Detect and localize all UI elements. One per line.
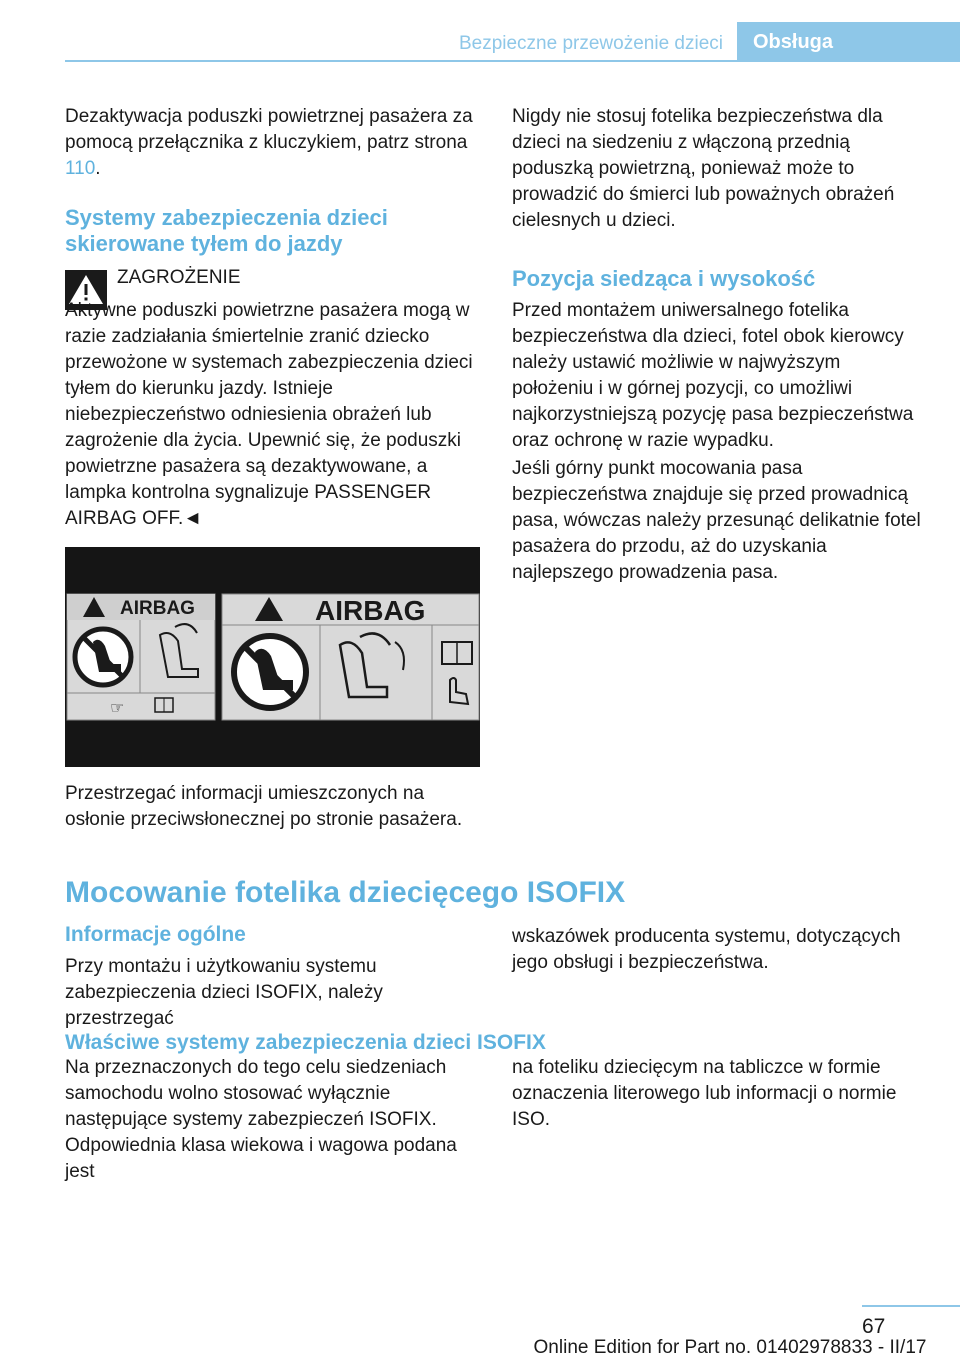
header-rule xyxy=(65,60,960,62)
heading-general-info: Informacje ogólne xyxy=(65,923,246,946)
airbag-labels-illustration xyxy=(65,547,480,767)
header-chapter-tab: Obsługa xyxy=(737,22,960,62)
header-section-title: Bezpieczne przewożenie dzieci xyxy=(458,33,723,54)
heading-proper-isofix: Właściwe systemy zabezpieczenia dzieci ISOFIX xyxy=(65,1031,546,1054)
general-info-paragraph-left: Przy montażu i użytkowaniu systemu zabezpieczenia dzieci ISOFIX, należy przestrzegać xyxy=(65,956,383,1029)
never-use-paragraph: Nigdy nie stosuj fotelika bezpieczeństwa dla dzieci na siedzeniu z włączoną przednią poduszką powietrzną, ponieważ może to prowadzić do śmierci lub poważnych obrażeń cielesnych u dzieci. xyxy=(512,106,895,231)
page-number: 67 xyxy=(862,1315,886,1338)
intro-text-end: . xyxy=(95,158,101,179)
edition-footer: Online Edition for Part no. 01402978833 - II/17 xyxy=(533,1337,927,1358)
page-reference-link[interactable]: 110 xyxy=(65,158,96,179)
general-info-paragraph-right: wskazówek producenta systemu, dotyczących jego obsługi i bezpieczeństwa. xyxy=(512,926,901,973)
svg-text:☞: ☞ xyxy=(110,698,125,717)
airbag-label-small: AIRBAG xyxy=(120,598,195,619)
belt-guide-paragraph: Jeśli górny punkt mocowania pasa bezpieczeństwa znajduje się przed prowadnicą pasa, wówczas należy przesunąć delikatnie fotel pasażera do przodu, aż do uzyskania najlepszego prowadzenia pasa. xyxy=(512,458,921,583)
sun-visor-airbag-image xyxy=(65,547,480,767)
proper-isofix-paragraph-left: Na przeznaczonych do tego celu siedzeniach samochodu wolno stosować wyłącznie następujące systemy zabezpieczeń ISOFIX. Odpowiednia klasa wiekowa i wagowa podana jest xyxy=(65,1057,457,1182)
intro-text: Dezaktywacja poduszki powietrznej pasażera za pomocą przełącznika z kluczykiem, patrz strona xyxy=(65,106,473,153)
heading-isofix: Mocowanie fotelika dziecięcego ISOFIX xyxy=(65,876,626,909)
heading-rear-facing: Systemy zabezpieczenia dzieci skierowane tyłem do jazdy xyxy=(65,205,388,256)
danger-label: ZAGROŻENIE xyxy=(117,267,241,288)
figure-caption: Przestrzegać informacji umieszczonych na osłonie przeciwsłonecznej po stronie pasażera. xyxy=(65,783,463,830)
airbag-label-large: AIRBAG xyxy=(315,595,426,626)
proper-isofix-paragraph-right: na foteliku dziecięcym na tabliczce w formie oznaczenia literowego lub informacji o normie ISO. xyxy=(512,1057,897,1130)
intro-paragraph xyxy=(65,104,475,182)
heading-seat-position: Pozycja siedząca i wysokość xyxy=(512,266,816,291)
footer-rule xyxy=(862,1305,960,1307)
danger-paragraph: Aktywne poduszki powietrzne pasażera mogą w razie zadziałania śmiertelnie zranić dziecko przewożone w systemach zabezpieczenia dzieci tyłem do kierunku jazdy. Istnieje niebezpieczeństwo odniesienia obrażeń lub zagrożenie dla życia. Upewnić się, że poduszki powietrzne pasażera są dezaktywowane, a lampka kontrolna sygnalizuje PASSENGER AIRBAG OFF.◄ xyxy=(65,300,473,529)
seat-position-paragraph: Przed montażem uniwersalnego fotelika bezpieczeństwa dla dzieci, fotel obok kierowcy należy ustawić możliwie w najwyższym położeniu i w górnej pozycji, co umożliwi najkorzystniejszą pozycję pasa bezpieczeństwa oraz ochronę w razie wypadku. xyxy=(512,300,914,451)
